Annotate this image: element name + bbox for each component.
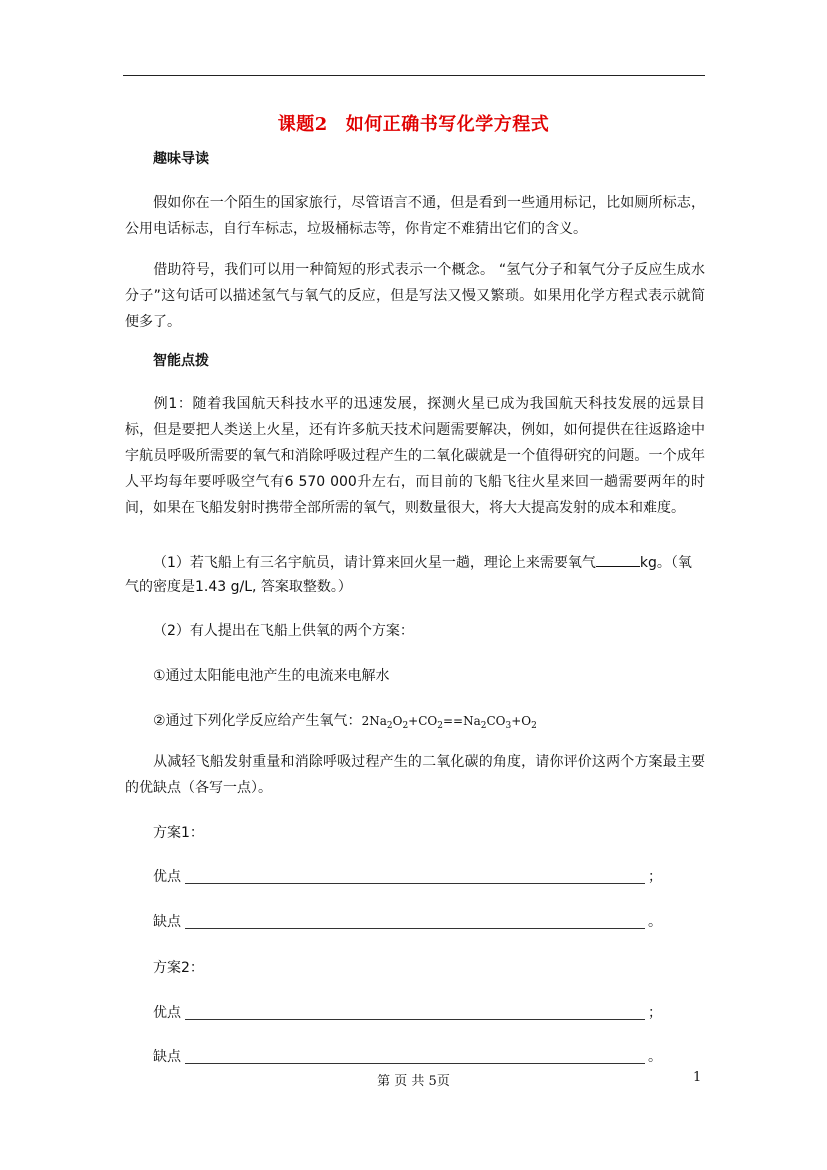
chemical-equation: $2Na_2O_2+CO_2==Na_2CO_3+O_2$ xyxy=(361,714,537,731)
page-number: 1 xyxy=(693,1070,702,1085)
plan-2-label: 方案2： xyxy=(153,960,204,976)
page-footer: 第 页 共 5页 xyxy=(377,1074,450,1089)
intro-paragraph-1 xyxy=(125,190,705,242)
example-paragraph-text: 例1：随着我国航天科技水平的迅速发展，探测火星已成为我国航天科技发展的远景目标，但是要把人类送上火星，还有许多航天技术问题需要解决，例如，如何提供在往返路途中宇航员呼吸所需要的氧气和消除呼吸过程产生的二氧化碳就是一个值得研究的问题。一个成年人平均每年要呼吸空气有6 570 000升左右，而目前的飞船飞往火星来回一趟需要两年的时间，如果在飞船发射时携带全部所需的氧气，则数量很大，将大大提高发射的成本和难度。 xyxy=(125,396,705,516)
plan-2-pros-answer-line[interactable] xyxy=(185,1019,645,1020)
cons-label: 缺点 xyxy=(153,1049,181,1065)
section-heading-tips: 智能点拨 xyxy=(153,353,209,369)
row-end-punctuation: ； xyxy=(648,869,662,885)
intro-paragraph-2 xyxy=(125,257,705,335)
evaluate-paragraph-text: 从减轻飞船发射重量和消除呼吸过程产生的二氧化碳的角度，请你评价这两个方案最主要的优缺点（各写一点）。 xyxy=(125,754,705,796)
header-rule xyxy=(123,75,705,76)
plan-2-cons-answer-line[interactable] xyxy=(185,1063,645,1064)
title-lesson-number: 课题2 xyxy=(277,114,328,135)
question-2: （2）有人提出在飞船上供氧的两个方案： xyxy=(153,623,414,639)
intro-paragraph-2-text: 借助符号，我们可以用一种简短的形式表示一个概念。 “氢气分子和氧气分子反应生成水分子”这句话可以描述氢气与氧气的反应，但是写法又慢又繁琐。如果用化学方程式表示就简便多了。 xyxy=(125,262,705,330)
question-1-text: （1）若飞船上有三名宇航员，请计算来回火星一趟，理论上来需要氧气 xyxy=(153,555,596,571)
cons-label: 缺点 xyxy=(153,914,181,930)
row-end-punctuation: 。 xyxy=(648,1049,662,1065)
answer-blank[interactable] xyxy=(596,552,640,567)
option-2-text: ②通过下列化学反应给产生氧气： xyxy=(153,713,362,729)
question-1-line-1 xyxy=(153,552,692,572)
question-1-line-2: 气的密度是1.43 g/L, 答案取整数。） xyxy=(125,579,352,595)
pros-label: 优点 xyxy=(153,869,181,885)
pros-label: 优点 xyxy=(153,1005,181,1021)
intro-paragraph-1-text: 假如你在一个陌生的国家旅行，尽管语言不通，但是看到一些通用标记，比如厕所标志，公用电话标志，自行车标志，垃圾桶标志等，你肯定不难猜出它们的含义。 xyxy=(125,195,705,237)
plan-1-label: 方案1： xyxy=(153,825,204,841)
example-paragraph xyxy=(125,391,705,521)
title-lesson-name: 如何正确书写化学方程式 xyxy=(345,114,550,135)
question-1-unit: kg。（氧 xyxy=(639,555,692,571)
section-heading-intro: 趣味导读 xyxy=(153,151,209,167)
evaluate-paragraph xyxy=(125,749,705,801)
page-title xyxy=(0,110,827,136)
option-1: ①通过太阳能电池产生的电流来电解水 xyxy=(153,668,390,684)
row-end-punctuation: 。 xyxy=(648,914,662,930)
row-end-punctuation: ； xyxy=(648,1005,662,1021)
option-2 xyxy=(153,710,537,731)
plan-1-pros-answer-line[interactable] xyxy=(185,883,645,884)
plan-1-cons-answer-line[interactable] xyxy=(185,928,645,929)
